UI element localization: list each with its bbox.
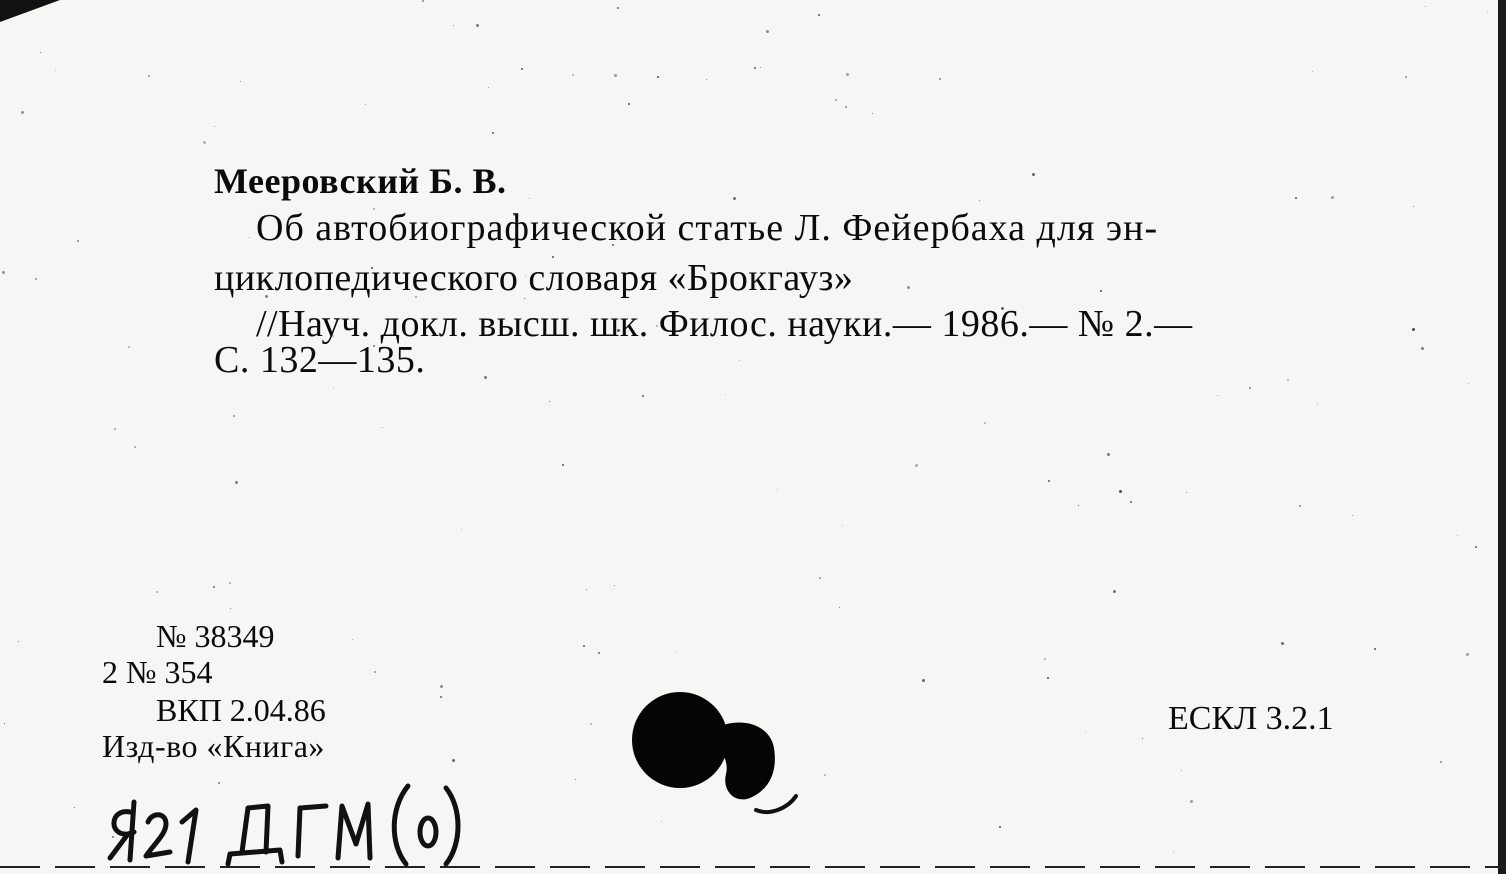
scan-speck [1119, 490, 1122, 493]
scan-speck [476, 24, 479, 27]
scan-speck [440, 696, 442, 698]
scan-speck [1130, 501, 1132, 503]
scan-speck [1295, 197, 1297, 199]
scan-speck [590, 723, 592, 725]
scan-speck [725, 394, 726, 395]
scan-speck [1048, 480, 1050, 482]
scan-speck [739, 360, 740, 361]
scan-speck [156, 591, 158, 593]
title-line-2: циклопедического словаря «Брокгауз» [214, 257, 854, 299]
scan-speck [461, 529, 462, 530]
scan-speck [999, 826, 1001, 828]
scan-speck [1190, 800, 1193, 803]
scan-speck [529, 198, 530, 199]
scan-speck [440, 685, 443, 688]
scan-speck [614, 74, 617, 77]
scan-speck [214, 126, 215, 127]
scan-speck [628, 103, 630, 105]
scan-speck [1374, 648, 1376, 650]
scan-speck [706, 79, 707, 80]
registry-number: № 38349 [156, 618, 275, 654]
title-line-1: Об автобиографической статье Л. Фейербаха для эн- [256, 207, 1159, 249]
scan-speck [128, 346, 130, 348]
scan-speck [598, 652, 600, 654]
scan-speck [453, 25, 454, 26]
scan-speck [915, 464, 918, 467]
scan-speck [1100, 290, 1102, 292]
scan-speck [1107, 453, 1110, 456]
scan-speck [1142, 738, 1143, 739]
scan-speck [549, 401, 550, 402]
scan-speck [374, 671, 376, 673]
scan-speck [488, 87, 489, 88]
scan-speck [1405, 76, 1407, 78]
scan-speck [846, 73, 849, 76]
scan-speck [754, 67, 756, 69]
scan-speck [352, 639, 353, 640]
scan-speck [1113, 590, 1116, 593]
scan-speck [1032, 173, 1035, 176]
scan-speck [845, 106, 847, 108]
scan-speck [1457, 535, 1458, 536]
scan-speck [233, 415, 235, 417]
scan-speck [766, 30, 769, 33]
scan-speck [1047, 677, 1049, 679]
scan-speck [922, 679, 925, 682]
scan-speck [835, 99, 837, 101]
scan-speck [1078, 505, 1079, 506]
scan-speck [575, 779, 576, 780]
scan-speck [1217, 395, 1218, 396]
scan-speck [1312, 71, 1313, 72]
scan-speck [1044, 658, 1046, 660]
scan-speck [1331, 196, 1334, 199]
scan-speck [1440, 761, 1442, 763]
scan-speck [484, 376, 487, 379]
scan-speck [74, 807, 75, 808]
scan-speck [614, 585, 615, 586]
scan-speck [777, 489, 778, 490]
scan-speck [872, 113, 873, 114]
scan-speck [35, 278, 37, 280]
scan-speck [1466, 653, 1469, 656]
scan-speck [21, 111, 24, 114]
scan-speck [382, 427, 383, 428]
scan-speck [984, 422, 986, 424]
scan-speck [1281, 642, 1284, 645]
scan-speck [1299, 505, 1301, 507]
scan-speck [235, 481, 238, 484]
scan-speck [733, 197, 736, 200]
scan-speck [1412, 328, 1415, 331]
scan-speck [839, 607, 840, 608]
scan-speck [1487, 12, 1488, 13]
scan-speck [1421, 347, 1424, 350]
scan-speck [819, 577, 821, 579]
scan-speck [1352, 515, 1353, 516]
scan-speck [1186, 492, 1187, 493]
scan-speck [1181, 770, 1182, 771]
scan-speck [1173, 852, 1174, 853]
scan-speck [452, 759, 455, 762]
ink-blot [630, 686, 810, 826]
scan-speck [572, 74, 574, 76]
scan-speck [134, 446, 136, 448]
source-line-1: //Науч. докл. высш. шк. Филос. науки.— 1986.— № 2.— [256, 303, 1193, 345]
scan-speck [1317, 404, 1318, 405]
scan-speck [583, 645, 585, 647]
scan-speck [1425, 6, 1426, 7]
scan-speck [55, 70, 56, 71]
scan-speck [824, 774, 826, 776]
scan-speck [521, 68, 523, 70]
scan-speck [642, 395, 644, 397]
scan-corner-shadow [0, 0, 60, 22]
scan-speck [1085, 731, 1086, 732]
scan-speck [1249, 387, 1251, 389]
scan-speck [818, 14, 820, 16]
scan-speck [203, 141, 206, 144]
scan-speck [586, 589, 587, 590]
scan-speck [240, 81, 241, 82]
scan-speck [617, 7, 619, 9]
scan-speck [11, 15, 13, 17]
classification-code: ЕСКЛ 3.2.1 [1168, 700, 1334, 737]
scan-speck [562, 464, 564, 466]
scan-speck [1475, 546, 1477, 548]
scan-speck [333, 387, 334, 388]
scan-speck [4, 723, 5, 724]
scan-speck [979, 200, 980, 201]
author-name: Мееровский Б. В. [214, 161, 507, 201]
scan-speck [675, 651, 676, 652]
scan-speck [2, 271, 5, 274]
scan-speck [40, 52, 41, 53]
source-line-2: С. 132—135. [214, 339, 426, 381]
scan-speck [18, 641, 19, 642]
scan-edge-shadow [1498, 0, 1506, 874]
secondary-number: 2 № 354 [102, 654, 213, 690]
scan-speck [842, 525, 843, 526]
publisher-mark: Изд-во «Книга» [102, 728, 325, 764]
scan-speck [249, 237, 250, 238]
scan-speck [760, 67, 761, 68]
scan-speck [365, 104, 366, 105]
book-chamber-mark: ВКП 2.04.86 [156, 692, 326, 728]
scan-speck [492, 132, 494, 134]
scan-speck [939, 78, 941, 80]
scan-speck [114, 428, 116, 430]
scan-speck [229, 582, 231, 584]
scan-speck [907, 286, 910, 289]
scan-speck [148, 75, 150, 77]
handwritten-note [100, 772, 480, 868]
scan-speck [422, 0, 424, 2]
scan-speck [1468, 383, 1469, 384]
scan-speck [657, 76, 659, 78]
scan-speck [1413, 206, 1414, 207]
scan-speck [213, 586, 215, 588]
scan-speck [77, 240, 79, 242]
scan-speck [1287, 379, 1289, 381]
scan-speck [230, 608, 231, 609]
